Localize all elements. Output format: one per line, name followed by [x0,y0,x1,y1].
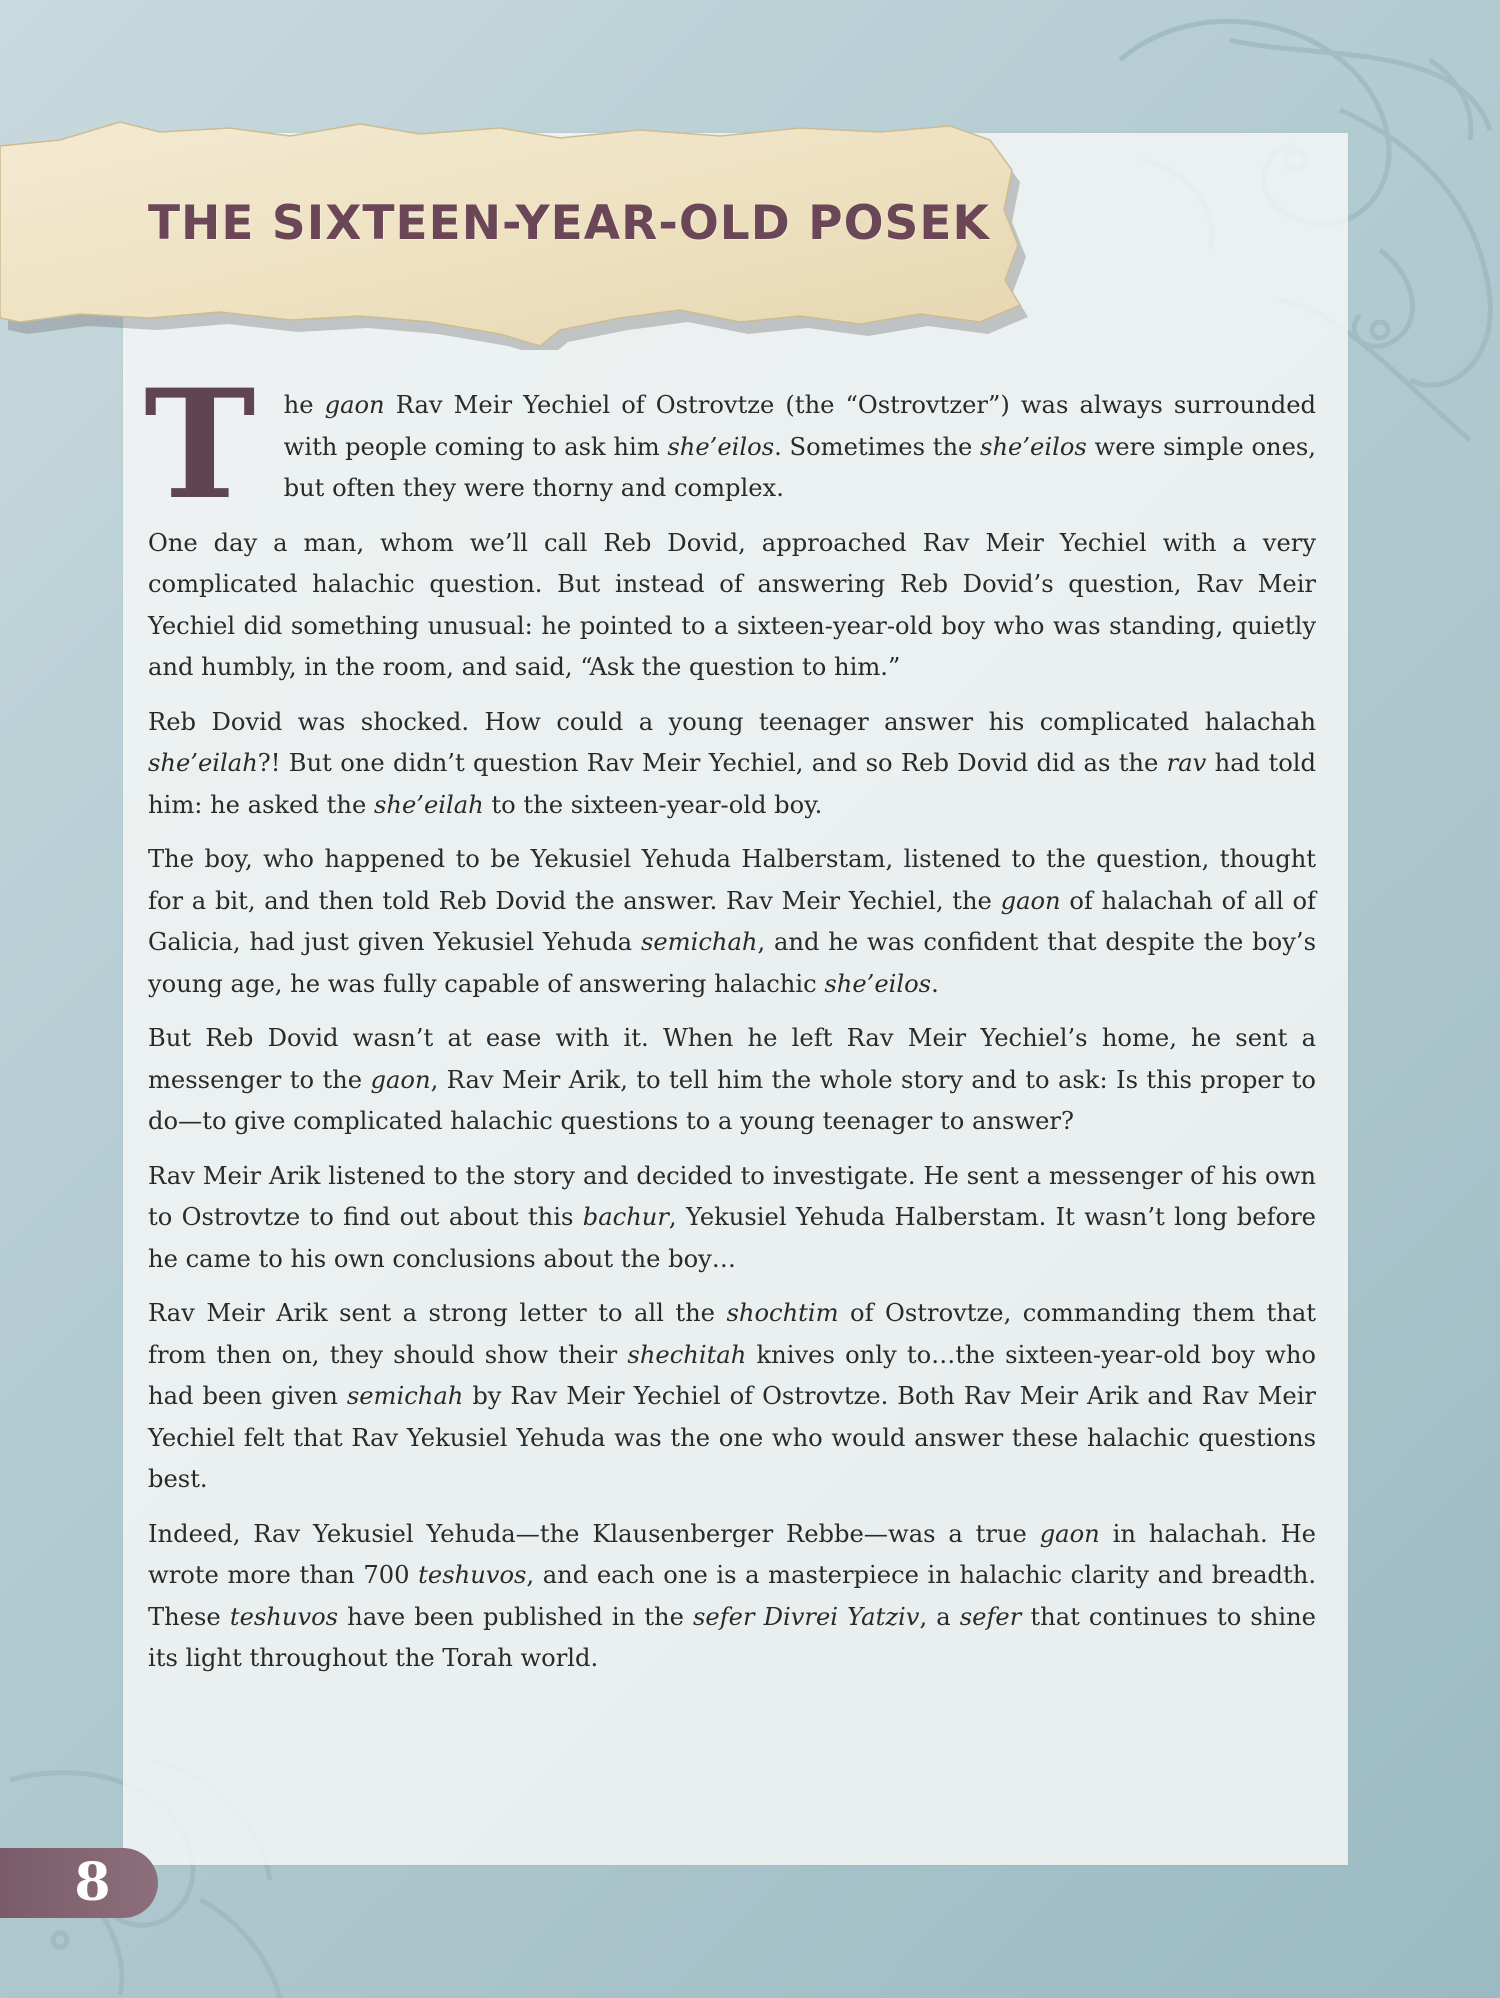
text-run: in halachah. He wrote more than 700 [148,1519,1316,1589]
text-run: to the sixteen-year-old boy. [483,790,823,819]
text-run: , and each one is a masterpiece in halachic clarity and breadth. These [148,1561,1317,1631]
italic-term: gaon [324,391,385,419]
paragraph [148,839,1316,1005]
italic-term: she’eilos [824,969,932,998]
italic-term: she’eilos [667,432,775,461]
text-run: , Rav Meir Arik, to tell him the whole story and to ask: Is this proper to do—to give complicated halachic questions to a young teenager to answer? [148,1065,1316,1135]
text-run: Rav Meir Arik listened to the story and decided to investigate. He sent a messenger of his own to Ostrovtze to find out about this [148,1161,1316,1231]
text-run: But Reb Dovid wasn’t at ease with it. When he left Rav Meir Yechiel’s home, he sent a messenger to the [148,1024,1316,1094]
text-run: , Yekusiel Yehuda Halberstam. It wasn’t long before he came to his own conclusions about the boy… [148,1203,1316,1273]
text-run: ?! But one didn’t question Rav Meir Yechiel, and so Reb Dovid did as the [257,749,1167,777]
paragraph [148,1514,1316,1680]
drop-cap: T [144,357,256,533]
text-run: that continues to shine its light throughout the Torah world. [148,1602,1316,1672]
text-run: Rav Meir Arik sent a strong letter to all the [148,1299,727,1327]
italic-term: sefer Divrei Yatziv [692,1602,920,1631]
text-run: were simple ones, but often they were thorny and complex. [283,432,1316,502]
italic-term: gaon [1000,886,1061,915]
paragraph [148,1293,1316,1501]
text-run: . Sometimes the [774,432,981,461]
text-run: The boy, who happened to be Yekusiel Yehuda Halberstam, listened to the question, thought for a bit, and then told Reb Dovid the answer. Rav Meir Yechiel, the [148,845,1316,915]
italic-term: sefer [959,1602,1022,1631]
text-run: of Ostrovtze, commanding them that from then on, they should show their [148,1299,1316,1369]
article-body [144,357,1317,1693]
page-number: 8 [74,1852,111,1913]
text-run: Indeed, Rav Yekusiel Yehuda—the Klausenberger Rebbe—was a true [148,1519,1040,1548]
paragraph [144,357,1316,533]
paragraph [148,523,1316,689]
italic-term: semichah [640,928,758,956]
text-run: had told him: he asked the [148,749,1316,819]
page-title: THE SIXTEEN-YEAR-OLD POSEK [148,196,990,251]
paragraph [148,1018,1316,1143]
text-run: he [283,391,325,419]
text-run: Reb Dovid was shocked. How could a young teenager answer his complicated halachah [148,707,1316,736]
text-run: of halachah of all of Galicia, had just given Yekusiel Yehuda [148,886,1316,956]
text-run: knives only to…the sixteen-year-old boy who had been given [148,1340,1316,1410]
italic-term: gaon [370,1065,431,1094]
italic-term: she’eilah [373,790,484,819]
text-run: have been published in the [338,1602,693,1631]
italic-term: teshuvos [229,1602,339,1631]
paragraph [148,702,1316,827]
text-run: One day a man, whom we’ll call Reb Dovid, approached Rav Meir Yechiel with a very complicated halachic question. But instead of answering Reb Dovid’s question, Rav Meir Yechiel did something unusual: he pointed to a sixteen-year-old boy who was standing, quietly and humbly, in the room, and said, “Ask the question to him.” [148,528,1316,681]
italic-term: rav [1166,749,1207,777]
italic-term: shochtim [726,1299,839,1327]
italic-term: she’eilah [148,749,258,777]
italic-term: bachur [582,1203,669,1231]
text-run: . [931,969,939,998]
text-run: Rav Meir Yechiel of Ostrovtze (the “Ostrovtzer”) was always surrounded with people coming to ask him [283,391,1316,461]
italic-term: she’eilos [980,432,1087,461]
text-run: , a [919,1602,960,1631]
text-run: by Rav Meir Yechiel of Ostrovtze. Both Rav Meir Arik and Rav Meir Yechiel felt that Rav Yekusiel Yehuda was the one who would answer these halachic questions best. [148,1382,1316,1493]
italic-term: shechitah [627,1340,747,1369]
italic-term: gaon [1039,1519,1100,1548]
text-run: , and he was confident that despite the boy’s young age, he was fully capable of answering halachic [148,928,1316,998]
italic-term: teshuvos [418,1561,527,1589]
italic-term: semichah [346,1382,464,1410]
paragraph [148,1156,1316,1281]
